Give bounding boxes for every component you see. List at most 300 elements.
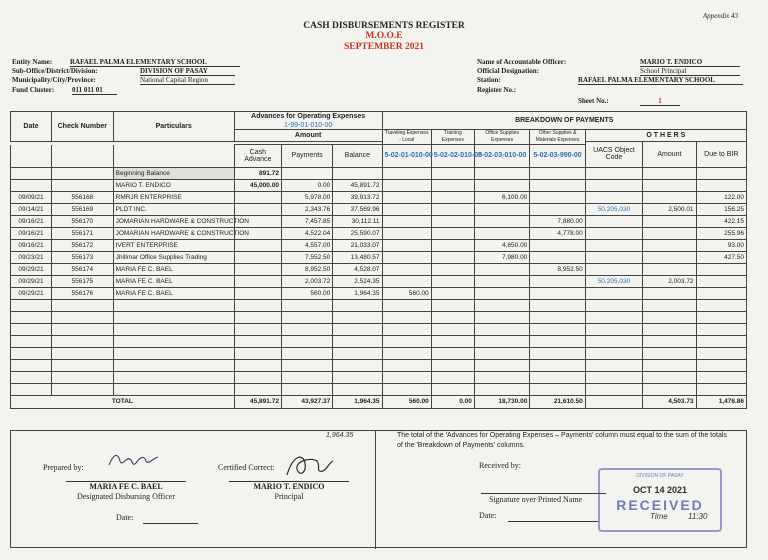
- cell-bir: [696, 275, 746, 287]
- cell-amount: [643, 335, 696, 347]
- cell-check: [52, 323, 114, 335]
- cell-balance: [333, 323, 382, 335]
- cell-uacs: 50,205,030: [585, 275, 642, 287]
- cell-office: [474, 263, 529, 275]
- cell-payments: [281, 359, 332, 371]
- cell-traveling: 560.00: [382, 287, 431, 299]
- cell-office: [474, 335, 529, 347]
- cell-traveling: [382, 215, 431, 227]
- designation-label: Official Designation:: [477, 67, 540, 75]
- cell-amount: [643, 227, 696, 239]
- cell-uacs: [585, 311, 642, 323]
- cell-date: [11, 167, 52, 179]
- cell-bir: 255.96: [696, 227, 746, 239]
- cell-traveling: [382, 359, 431, 371]
- cell-payments: [281, 383, 332, 395]
- cell-check: [52, 359, 114, 371]
- cell-check: [52, 335, 114, 347]
- total-traveling: 560.00: [382, 395, 431, 408]
- training-code: 5-02-02-010-00: [431, 145, 474, 168]
- cell-cash-advance: [234, 275, 281, 287]
- register-no-label: Register No.:: [477, 86, 517, 94]
- cell-amount: [643, 383, 696, 395]
- total-training: 0.00: [431, 395, 474, 408]
- cell-other: [530, 383, 585, 395]
- cell-balance: [333, 371, 382, 383]
- cell-traveling: [382, 347, 431, 359]
- cell-other: [530, 347, 585, 359]
- table-row: [11, 215, 747, 227]
- received-label: Received by:: [479, 461, 521, 470]
- cell-date: 09/16/21: [11, 227, 52, 239]
- cell-particulars: IVERT ENTERPRISE: [113, 239, 234, 251]
- prepared-label: Prepared by:: [43, 463, 84, 472]
- cell-check: 556171: [52, 227, 114, 239]
- cell-date: [11, 383, 52, 395]
- cell-traveling: [382, 227, 431, 239]
- cell-other: [530, 311, 585, 323]
- total-uacs: [585, 395, 642, 408]
- cell-particulars: PLDT INC.: [113, 203, 234, 215]
- cell-other: [530, 371, 585, 383]
- cell-other: [530, 323, 585, 335]
- cell-payments: [281, 335, 332, 347]
- officer-value: MARIO T. ENDICO: [640, 58, 740, 67]
- blank-row: [11, 383, 747, 395]
- cell-other: [530, 275, 585, 287]
- cell-office: [474, 227, 529, 239]
- sub-office-value: DIVISION OF PASAY: [140, 67, 235, 76]
- received-date-label: Date:: [479, 511, 497, 520]
- cell-amount: [643, 299, 696, 311]
- cell-payments: 2,343.76: [281, 203, 332, 215]
- cell-uacs: [585, 179, 642, 191]
- col-uacs: UACS Object Code: [585, 142, 642, 168]
- cell-office: [474, 371, 529, 383]
- certified-name: MARIO T. ENDICO: [229, 481, 349, 491]
- blank-row: [11, 371, 747, 383]
- cell-traveling: [382, 323, 431, 335]
- cell-cash-advance: [234, 323, 281, 335]
- municipality-value: National Capital Region: [140, 76, 235, 85]
- cell-particulars: [113, 311, 234, 323]
- col-particulars: Particulars: [113, 112, 234, 142]
- cell-amount: [643, 323, 696, 335]
- sheet-value: 1: [640, 97, 680, 106]
- cell-amount: [643, 167, 696, 179]
- cell-amount: [643, 371, 696, 383]
- cell-uacs: [585, 299, 642, 311]
- cell-balance: 2,524.35: [333, 275, 382, 287]
- cell-particulars: [113, 323, 234, 335]
- cell-cash-advance: [234, 371, 281, 383]
- cell-cash-advance: [234, 191, 281, 203]
- col-others: O T H E R S: [585, 130, 746, 142]
- cell-balance: 4,528.07: [333, 263, 382, 275]
- prepared-name: MARIA FE C. BAEL: [66, 481, 186, 491]
- handwritten-time-prefix: Time: [650, 512, 668, 521]
- cell-check: [52, 383, 114, 395]
- blank-row: [11, 299, 747, 311]
- cell-particulars: [113, 299, 234, 311]
- cell-balance: 45,891.72: [333, 179, 382, 191]
- cell-cash-advance: 891.72: [234, 167, 281, 179]
- col-due-bir: Due to BIR: [696, 142, 746, 168]
- cell-traveling: [382, 167, 431, 179]
- blank-row: [11, 323, 747, 335]
- cell-payments: 7,457.85: [281, 215, 332, 227]
- col-breakdown: BREAKDOWN OF PAYMENTS: [382, 112, 746, 130]
- register-table: [10, 111, 747, 409]
- cell-payments: [281, 311, 332, 323]
- other-code: 5-02-03-990-00: [530, 145, 585, 168]
- cell-payments: 5,978.00: [281, 191, 332, 203]
- cell-payments: 4,522.04: [281, 227, 332, 239]
- cell-cash-advance: 45,000.00: [234, 179, 281, 191]
- cell-bir: [696, 383, 746, 395]
- cell-training: [431, 383, 474, 395]
- officer-label: Name of Accountable Officer:: [477, 58, 567, 66]
- cell-amount: [643, 287, 696, 299]
- cell-date: [11, 323, 52, 335]
- cell-balance: 25,590.07: [333, 227, 382, 239]
- cell-office: [474, 275, 529, 287]
- cell-date: [11, 311, 52, 323]
- table-row: [11, 227, 747, 239]
- col-cash-advance: Cash Advance: [234, 145, 281, 168]
- cell-date: 09/09/21: [11, 191, 52, 203]
- cell-date: [11, 371, 52, 383]
- table-row: [11, 263, 747, 275]
- cell-traveling: [382, 335, 431, 347]
- cell-particulars: [113, 383, 234, 395]
- table-row: [11, 191, 747, 203]
- prepared-signature-icon: [106, 449, 166, 471]
- cell-other: [530, 167, 585, 179]
- cell-training: [431, 275, 474, 287]
- cell-date: 09/16/21: [11, 239, 52, 251]
- cell-office: [474, 215, 529, 227]
- cell-cash-advance: [234, 359, 281, 371]
- total-balance: 1,964.35: [333, 395, 382, 408]
- col-balance: Balance: [333, 145, 382, 168]
- cell-check: [52, 179, 114, 191]
- cell-cash-advance: [234, 263, 281, 275]
- total-label: TOTAL: [11, 395, 235, 408]
- cell-office: 7,980.00: [474, 251, 529, 263]
- cell-particulars: JOMARIAN HARDWARE & CONSTRUCTION: [113, 215, 234, 227]
- cell-other: [530, 335, 585, 347]
- total-row: [11, 395, 747, 408]
- cell-other: [530, 239, 585, 251]
- cell-cash-advance: [234, 347, 281, 359]
- certified-signature-icon: [281, 451, 336, 481]
- certified-label: Certified Correct:: [218, 463, 275, 472]
- cell-amount: [643, 263, 696, 275]
- handwritten-time: 11:30: [688, 512, 708, 521]
- cell-balance: [333, 311, 382, 323]
- fund-label: Fund Cluster:: [12, 86, 55, 94]
- register-title: CASH DISBURSEMENTS REGISTER: [303, 21, 465, 31]
- total-cash-advance: 45,891.72: [234, 395, 281, 408]
- stamp-received: RECEIVED: [616, 497, 704, 513]
- cell-payments: [281, 323, 332, 335]
- entity-value: RAFAEL PALMA ELEMENTARY SCHOOL: [70, 58, 240, 67]
- cell-uacs: [585, 239, 642, 251]
- cell-bir: [696, 371, 746, 383]
- cell-check: [52, 311, 114, 323]
- received-stamp: [598, 468, 722, 532]
- cell-date: 09/29/21: [11, 287, 52, 299]
- register-period: SEPTEMBER 2021: [344, 42, 424, 52]
- cell-payments: 7,552.50: [281, 251, 332, 263]
- signature-divider: [375, 431, 376, 549]
- cell-bir: [696, 347, 746, 359]
- total-amount: 4,503.73: [643, 395, 696, 408]
- prepared-date-line: [143, 523, 198, 524]
- cell-balance: [333, 347, 382, 359]
- cell-balance: 30,112.11: [333, 215, 382, 227]
- cell-amount: [643, 239, 696, 251]
- cell-traveling: [382, 263, 431, 275]
- cell-payments: [281, 167, 332, 179]
- received-signature-caption: Signature over Printed Name: [489, 495, 583, 504]
- cell-uacs: [585, 251, 642, 263]
- cell-check: [52, 167, 114, 179]
- cell-balance: [333, 167, 382, 179]
- cell-training: [431, 311, 474, 323]
- received-sig-line: [481, 493, 606, 494]
- cell-office: [474, 299, 529, 311]
- cell-office: [474, 383, 529, 395]
- cell-other: [530, 299, 585, 311]
- cell-balance: [333, 299, 382, 311]
- col-amount: Amount: [234, 130, 382, 142]
- sub-office-label: Sub-Office/District/Division:: [12, 67, 98, 75]
- cell-check: 556172: [52, 239, 114, 251]
- cell-bir: [696, 311, 746, 323]
- cell-training: [431, 239, 474, 251]
- cell-uacs: 50,205,030: [585, 203, 642, 215]
- cell-date: [11, 359, 52, 371]
- cell-training: [431, 251, 474, 263]
- cell-bir: 122.00: [696, 191, 746, 203]
- cell-traveling: [382, 203, 431, 215]
- cell-particulars: MARIO T. ENDICO: [113, 179, 234, 191]
- cell-bir: 422.15: [696, 215, 746, 227]
- table-row: [11, 179, 747, 191]
- cell-other: [530, 191, 585, 203]
- cell-office: [474, 167, 529, 179]
- certified-title: Principal: [274, 492, 304, 501]
- cell-training: [431, 323, 474, 335]
- cell-particulars: MARIA FE C. BAEL: [113, 287, 234, 299]
- cell-training: [431, 203, 474, 215]
- cell-balance: [333, 335, 382, 347]
- cell-balance: 1,964.35: [333, 287, 382, 299]
- cell-payments: 0.00: [281, 179, 332, 191]
- cell-balance: 39,913.72: [333, 191, 382, 203]
- cell-check: [52, 299, 114, 311]
- cell-uacs: [585, 263, 642, 275]
- col-others-amount: Amount: [643, 142, 696, 168]
- blank-row: [11, 359, 747, 371]
- cell-date: 09/14/21: [11, 203, 52, 215]
- cell-office: [474, 179, 529, 191]
- cell-date: [11, 299, 52, 311]
- cell-cash-advance: [234, 287, 281, 299]
- table-row: [11, 287, 747, 299]
- cell-office: [474, 203, 529, 215]
- cell-uacs: [585, 383, 642, 395]
- total-office: 18,730.00: [474, 395, 529, 408]
- col-other-supplies: Other Supplies & Materials Expenses: [530, 130, 585, 145]
- col-advances: Advances for Operating Expenses: [234, 112, 382, 122]
- sheet-label: Sheet No.:: [578, 97, 609, 105]
- cell-particulars: [113, 335, 234, 347]
- cell-bir: [696, 335, 746, 347]
- cell-bir: [696, 167, 746, 179]
- cell-amount: [643, 359, 696, 371]
- station-value: RAFAEL PALMA ELEMENTARY SCHOOL: [578, 76, 743, 85]
- cell-balance: [333, 383, 382, 395]
- register-subtitle: M.O.O.E: [365, 31, 403, 41]
- cell-training: [431, 347, 474, 359]
- cell-date: 09/29/21: [11, 275, 52, 287]
- total-payments: 43,927.37: [281, 395, 332, 408]
- cell-balance: 13,480.57: [333, 251, 382, 263]
- cell-uacs: [585, 371, 642, 383]
- cell-particulars: [113, 347, 234, 359]
- cell-traveling: [382, 371, 431, 383]
- cell-date: [11, 347, 52, 359]
- col-traveling: Traveling Expenses - Local: [382, 130, 431, 145]
- table-row: [11, 239, 747, 251]
- cell-other: 4,778.00: [530, 227, 585, 239]
- table-row: [11, 275, 747, 287]
- cell-traveling: [382, 191, 431, 203]
- cell-office: [474, 323, 529, 335]
- cell-other: [530, 179, 585, 191]
- cell-training: [431, 167, 474, 179]
- cell-other: 8,952.50: [530, 263, 585, 275]
- cell-check: 556173: [52, 251, 114, 263]
- cell-particulars: JOMARIAN HARDWARE & CONSTRUCTION: [113, 227, 234, 239]
- cell-bir: 427.50: [696, 251, 746, 263]
- total-other: 21,610.50: [530, 395, 585, 408]
- station-label: Station:: [477, 76, 501, 84]
- cell-traveling: [382, 179, 431, 191]
- cell-bir: [696, 299, 746, 311]
- blank-row: [11, 311, 747, 323]
- cell-traveling: [382, 383, 431, 395]
- cell-check: 556168: [52, 191, 114, 203]
- col-payments: Payments: [281, 145, 332, 168]
- cell-uacs: [585, 335, 642, 347]
- cell-office: [474, 347, 529, 359]
- cell-cash-advance: [234, 299, 281, 311]
- cell-cash-advance: [234, 311, 281, 323]
- cell-payments: 2,003.72: [281, 275, 332, 287]
- cell-bir: 93.00: [696, 239, 746, 251]
- cell-particulars: RMRJR ENTERPRISE: [113, 191, 234, 203]
- cell-training: [431, 335, 474, 347]
- cell-training: [431, 191, 474, 203]
- cell-other: [530, 359, 585, 371]
- cell-amount: 2,003.72: [643, 275, 696, 287]
- cell-particulars: Jhillmar Office Supplies Trading: [113, 251, 234, 263]
- cell-bir: [696, 179, 746, 191]
- cell-amount: [643, 215, 696, 227]
- cell-bir: [696, 287, 746, 299]
- cell-check: 556170: [52, 215, 114, 227]
- handwritten-balance: 1,964.35: [326, 432, 354, 439]
- cell-particulars: MARIA FE C. BAEL: [113, 263, 234, 275]
- col-office-supplies: Office Supplies Expenses: [474, 130, 529, 145]
- cell-bir: 156.25: [696, 203, 746, 215]
- cell-check: 556169: [52, 203, 114, 215]
- cell-cash-advance: [234, 203, 281, 215]
- cell-office: [474, 287, 529, 299]
- cell-traveling: [382, 311, 431, 323]
- cell-training: [431, 299, 474, 311]
- prepared-date-label: Date:: [116, 513, 134, 522]
- cell-date: [11, 179, 52, 191]
- cell-payments: 4,557.00: [281, 239, 332, 251]
- cell-office: 6,100.00: [474, 191, 529, 203]
- stamp-date: OCT 14 2021: [632, 485, 688, 495]
- stamp-office: DIVISION OF PASAY: [636, 473, 684, 479]
- cell-payments: [281, 347, 332, 359]
- cell-cash-advance: [234, 383, 281, 395]
- cell-cash-advance: [234, 335, 281, 347]
- cell-amount: 2,500.01: [643, 203, 696, 215]
- table-row: [11, 167, 747, 179]
- cell-cash-advance: [234, 239, 281, 251]
- cell-uacs: [585, 191, 642, 203]
- col-check: Check Number: [52, 112, 114, 142]
- cell-date: 09/16/21: [11, 215, 52, 227]
- cell-other: [530, 203, 585, 215]
- cell-training: [431, 263, 474, 275]
- cell-balance: 21,033.07: [333, 239, 382, 251]
- cell-training: [431, 371, 474, 383]
- table-row: [11, 251, 747, 263]
- cell-particulars: [113, 359, 234, 371]
- cell-training: [431, 359, 474, 371]
- cell-bir: [696, 263, 746, 275]
- fund-value: 011 011 01: [72, 86, 117, 95]
- cell-particulars: [113, 371, 234, 383]
- cell-uacs: [585, 347, 642, 359]
- total-bir: 1,476.86: [696, 395, 746, 408]
- cell-check: [52, 347, 114, 359]
- blank-row: [11, 347, 747, 359]
- col-date: Date: [11, 112, 52, 142]
- cell-traveling: [382, 275, 431, 287]
- prepared-title: Designated Disbursing Officer: [76, 492, 176, 501]
- cell-uacs: [585, 215, 642, 227]
- cell-traveling: [382, 251, 431, 263]
- cell-amount: [643, 347, 696, 359]
- advances-code: 1-99-01-010-00: [234, 121, 382, 130]
- appendix-label: Appendix 43: [702, 12, 738, 20]
- cell-check: 556176: [52, 287, 114, 299]
- cell-particulars: Beginning Balance: [113, 167, 234, 179]
- table-row: [11, 203, 747, 215]
- entity-label: Entity Name:: [12, 58, 53, 66]
- cell-training: [431, 287, 474, 299]
